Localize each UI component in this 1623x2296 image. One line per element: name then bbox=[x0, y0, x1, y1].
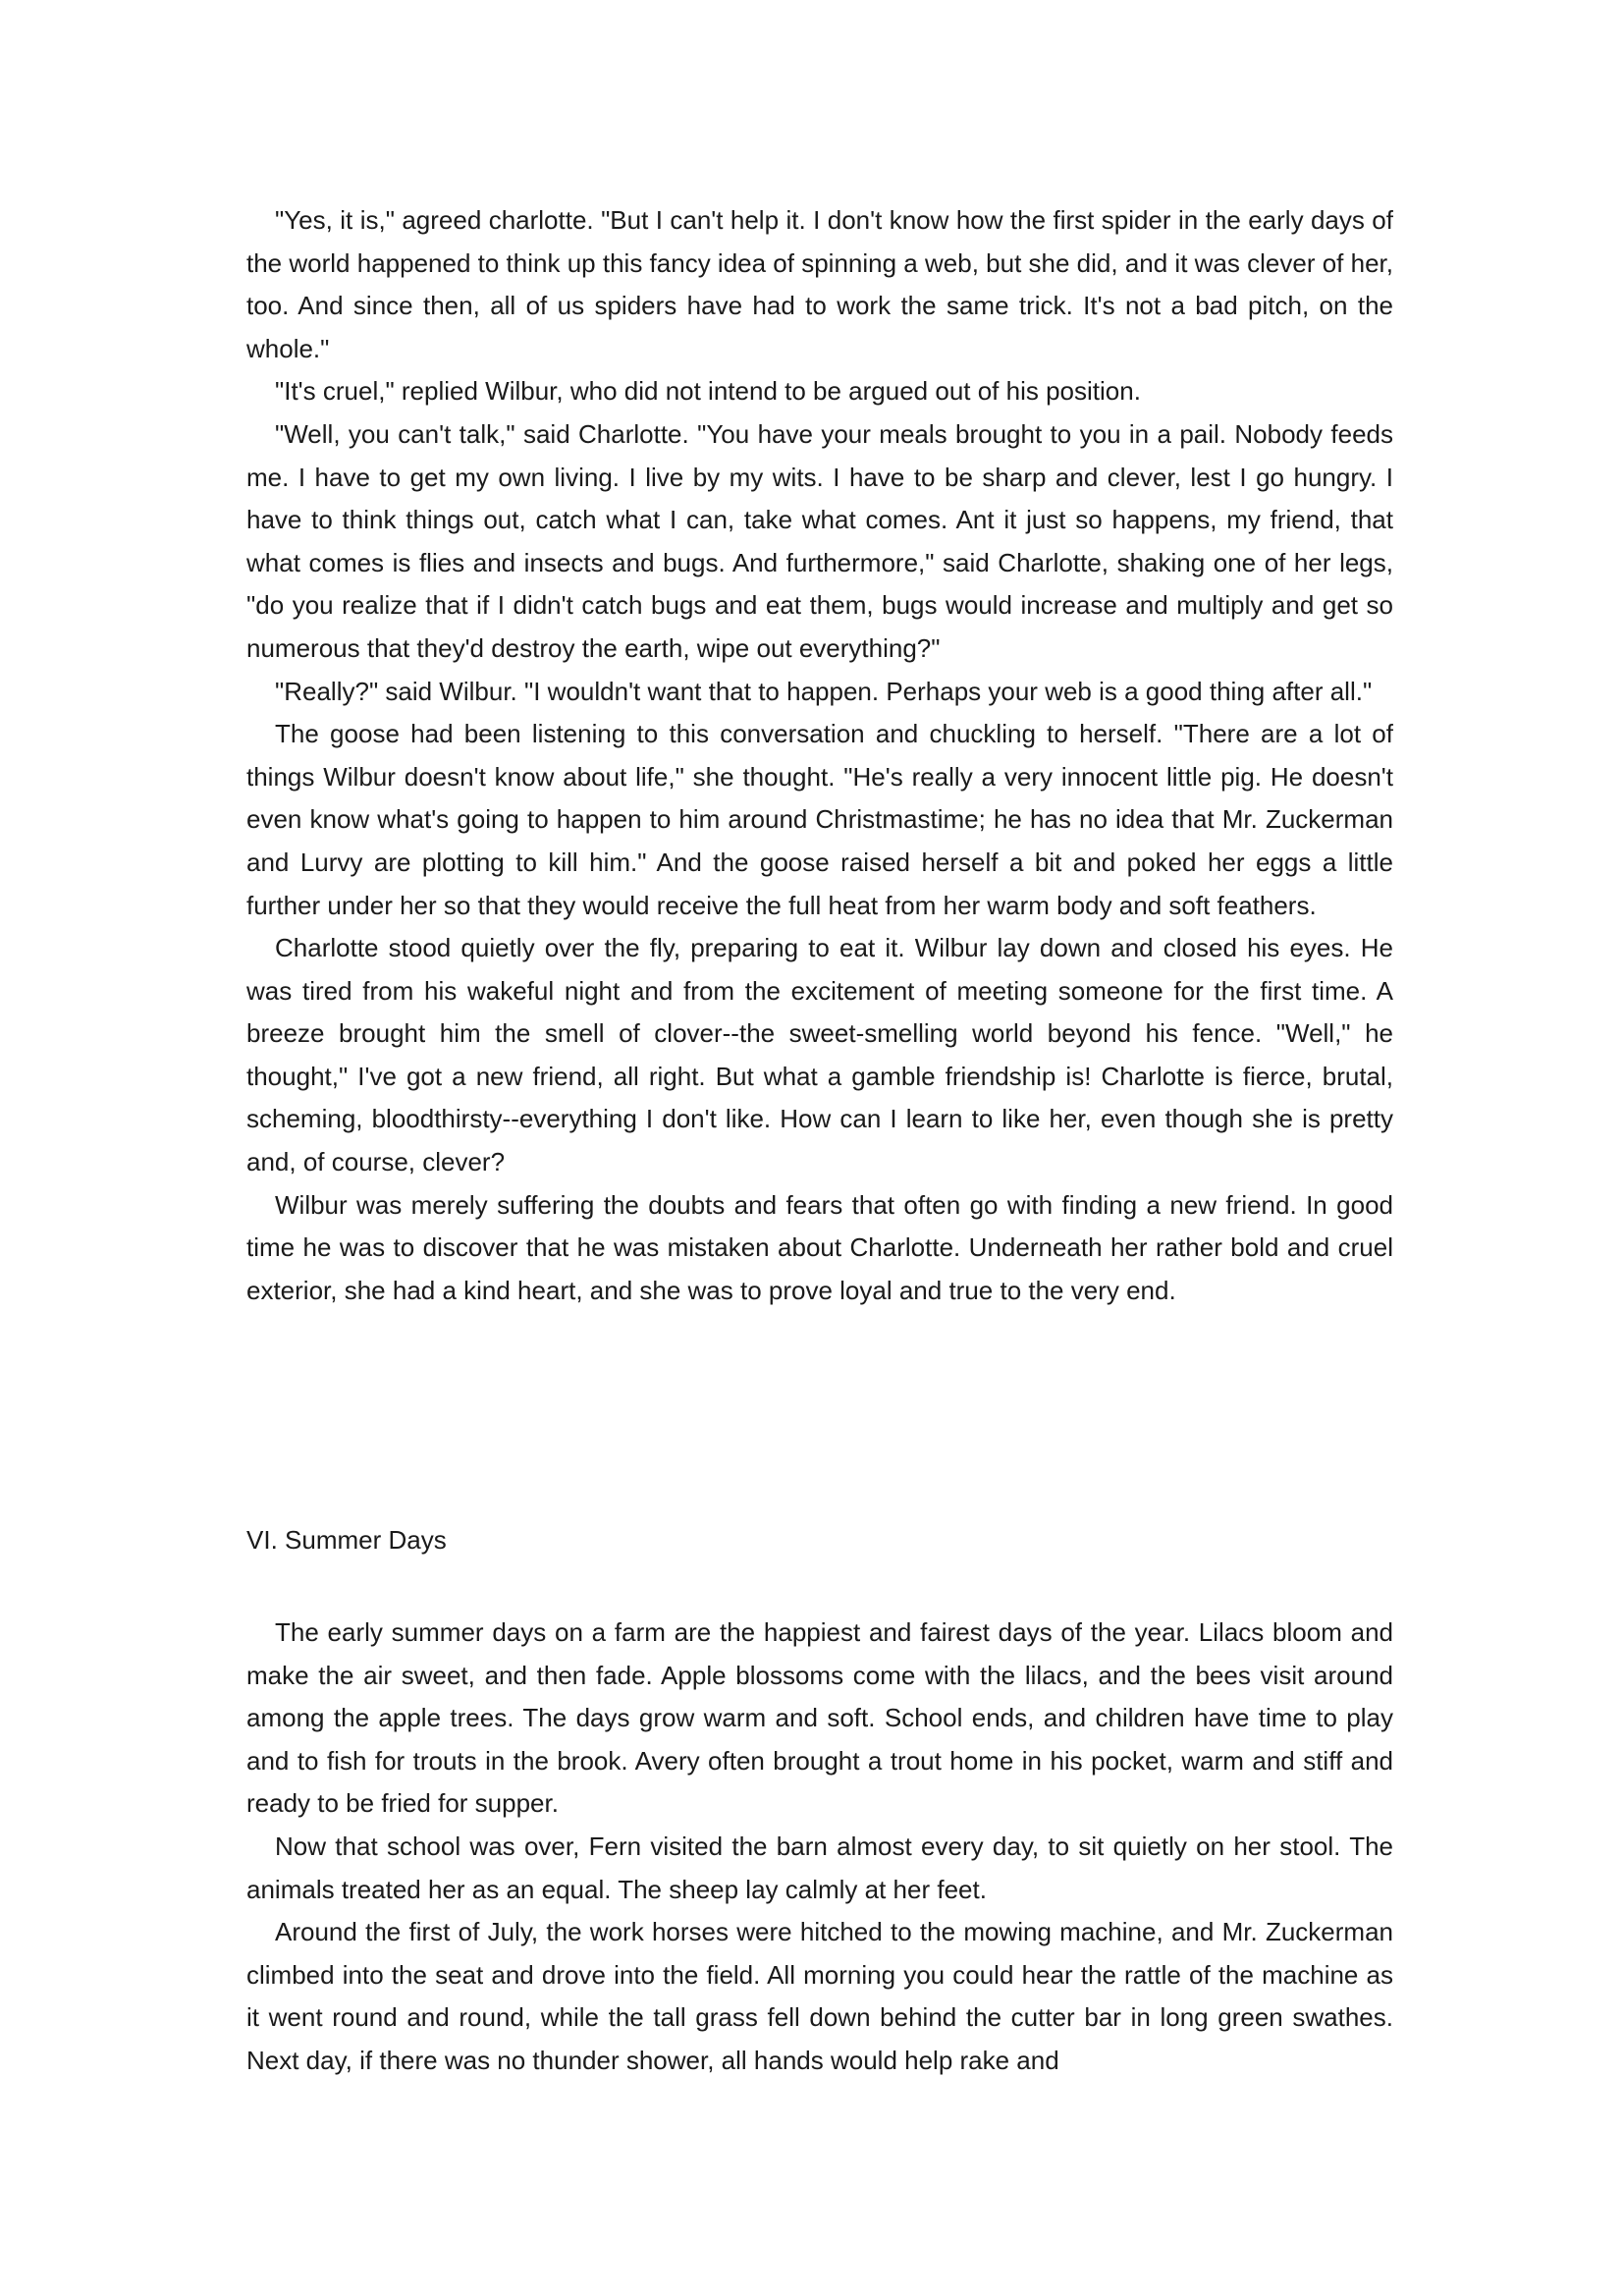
paragraph: Around the first of July, the work horses were hitched to the mowing machine, and Mr. Zuckerman climbed into the seat and drove into the field. All morning you could hear the rattle of the machine as it went round and round, while the tall grass fell down behind the cutter bar in long green swathes. Next day, if there was no thunder shower, all hands would help rake and bbox=[246, 1917, 1393, 2075]
paragraph: "Well, you can't talk," said Charlotte. "You have your meals brought to you in a pail. Nobody feeds me. I have to get my own living. I live by my wits. I have to be sharp and clever, lest I go hungry. I have to think things out, catch what I can, take what comes. Ant it just so happens, my friend, that what comes is flies and insects and bugs. And furthermore," said Charlotte, shaking one of her legs, "do you realize that if I didn't catch bugs and eat them, bugs would increase and multiply and get so numerous that they'd destroy the earth, wipe out everything?" bbox=[246, 418, 1393, 663]
paragraph: Now that school was over, Fern visited the barn almost every day, to sit quietly on her stool. The animals treated her as an equal. The sheep lay calmly at her feet. bbox=[246, 1831, 1393, 1904]
paragraph: Charlotte stood quietly over the fly, preparing to eat it. Wilbur lay down and closed his eyes. He was tired from his wakeful night and from the excitement of meeting someone for the first time. A breeze brought him the smell of clover--the sweet-smelling world beyond his fence. "Well," he thought," I've got a new friend, all right. But what a gamble friendship is! Charlotte is fierce, brutal, scheming, bloodthirsty--everything I don't like. How can I learn to like her, even though she is pretty and, of course, clever? bbox=[246, 933, 1393, 1177]
paragraph: The goose had been listening to this conversation and chuckling to herself. "There are a lot of things Wilbur doesn't know about life," she thought. "He's really a very innocent little pig. He doesn't even know what's going to happen to him around Christmastime; he has no idea that Mr. Zuckerman and Lurvy are plotting to kill him." And the goose raised herself a bit and poked her eggs a little further under her so that they would receive the full heat from her warm body and soft feathers. bbox=[246, 719, 1393, 920]
paragraph: "Yes, it is," agreed charlotte. "But I can't help it. I don't know how the first spider in the early days of the world happened to think up this fancy idea of spinning a web, but she did, and it was clever of her, too. And since then, all of us spiders have had to work the same trick. It's not a bad pitch, on the whole." bbox=[246, 205, 1393, 363]
passage-section-1 bbox=[246, 199, 1393, 1312]
paragraph: "Really?" said Wilbur. "I wouldn't want that to happen. Perhaps your web is a good thing after all." bbox=[275, 676, 1373, 706]
paragraph: "It's cruel," replied Wilbur, who did not intend to be argued out of his position. bbox=[275, 376, 1141, 407]
paragraph: The early summer days on a farm are the happiest and fairest days of the year. Lilacs bloom and make the air sweet, and then fade. Apple blossoms come with the lilacs, and the bees visit around among the apple trees. The days grow warm and soft. School ends, and children have time to play and to fish for trouts in the brook. Avery often brought a trout home in his pocket, warm and stiff and ready to be fried for supper. bbox=[246, 1617, 1393, 1819]
paragraph: Wilbur was merely suffering the doubts and fears that often go with finding a new friend. In good time he was to discover that he was mistaken about Charlotte. Underneath her rather bold and cruel exterior, she had a kind heart, and she was to prove loyal and true to the very end. bbox=[246, 1189, 1393, 1305]
passage-section-2 bbox=[246, 1612, 1393, 2083]
chapter-heading: VI. Summer Days bbox=[246, 1525, 447, 1555]
